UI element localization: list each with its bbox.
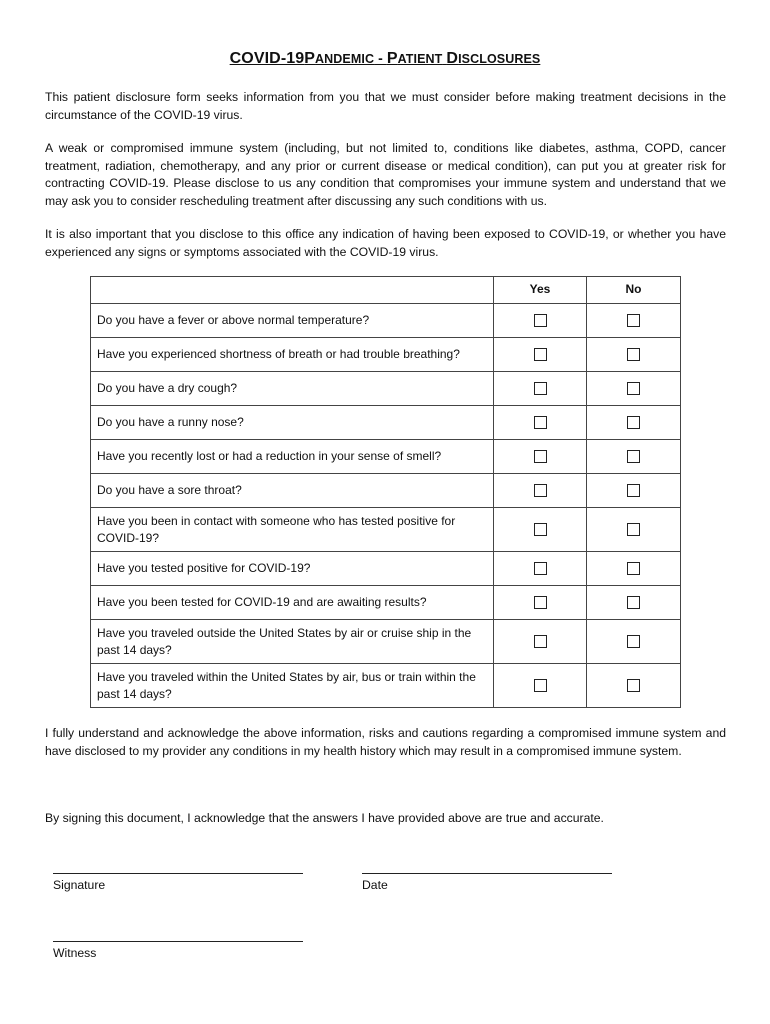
no-checkbox[interactable] xyxy=(627,523,640,536)
question-header xyxy=(91,277,494,304)
yes-checkbox[interactable] xyxy=(534,484,547,497)
signature-label: Signature xyxy=(53,878,106,892)
table-row xyxy=(91,552,681,586)
question-text: Have you been in contact with someone who has tested positive for COVID-19? xyxy=(91,508,494,552)
yes-checkbox[interactable] xyxy=(534,635,547,648)
title-covid: COVID-19 xyxy=(229,50,305,67)
witness-line[interactable] xyxy=(53,941,303,942)
acknowledgement-paragraph: I fully understand and acknowledge the above information, risks and cautions regarding a compromised immune system and have disclosed to my provider any conditions in my health history which may result in a compromised immune system. xyxy=(45,726,726,758)
table-header-row xyxy=(91,277,681,304)
question-text: Have you been tested for COVID-19 and are awaiting results? xyxy=(91,586,494,620)
question-text: Have you traveled outside the United States by air or cruise ship in the past 14 days? xyxy=(91,620,494,664)
no-checkbox[interactable] xyxy=(627,562,640,575)
title-d: D xyxy=(446,50,459,67)
table-row xyxy=(91,664,681,708)
no-checkbox[interactable] xyxy=(627,484,640,497)
no-checkbox[interactable] xyxy=(627,348,640,361)
yes-checkbox[interactable] xyxy=(534,562,547,575)
no-checkbox[interactable] xyxy=(627,596,640,609)
title-p: P xyxy=(304,50,316,67)
table-row xyxy=(91,338,681,372)
title-p2: P xyxy=(386,50,398,67)
yes-checkbox[interactable] xyxy=(534,314,547,327)
table-row xyxy=(91,406,681,440)
yes-checkbox[interactable] xyxy=(534,382,547,395)
intro-paragraph: This patient disclosure form seeks information from you that we must consider before making treatment decisions in the circumstance of the COVID-19 virus. xyxy=(45,90,726,122)
signature-line[interactable] xyxy=(53,873,303,874)
yes-checkbox[interactable] xyxy=(534,416,547,429)
no-checkbox[interactable] xyxy=(627,635,640,648)
question-text: Do you have a sore throat? xyxy=(91,474,494,508)
question-text: Do you have a dry cough? xyxy=(91,372,494,406)
table-row xyxy=(91,372,681,406)
question-text: Have you recently lost or had a reduction in your sense of smell? xyxy=(91,440,494,474)
page-title xyxy=(0,50,770,69)
date-label: Date xyxy=(362,878,388,892)
table-row xyxy=(91,440,681,474)
question-text: Have you traveled within the United States by air, bus or train within the past 14 days? xyxy=(91,664,494,708)
exposure-paragraph: It is also important that you disclose to this office any indication of having been exposed to COVID-19, or whether you have experienced any signs or symptoms associated with the COVID-19 virus. xyxy=(45,227,726,259)
date-line[interactable] xyxy=(362,873,612,874)
table-row xyxy=(91,304,681,338)
yes-checkbox[interactable] xyxy=(534,596,547,609)
yes-checkbox[interactable] xyxy=(534,450,547,463)
title-andemic: ANDEMIC xyxy=(315,52,375,66)
title-atient: ATIENT xyxy=(397,52,443,66)
no-header: No xyxy=(587,277,681,304)
no-checkbox[interactable] xyxy=(627,679,640,692)
yes-checkbox[interactable] xyxy=(534,523,547,536)
question-text: Have you experienced shortness of breath or had trouble breathing? xyxy=(91,338,494,372)
symptom-table xyxy=(90,276,681,708)
table-row xyxy=(91,586,681,620)
question-text: Do you have a runny nose? xyxy=(91,406,494,440)
question-text: Do you have a fever or above normal temperature? xyxy=(91,304,494,338)
title-dash: - xyxy=(374,50,387,66)
witness-label: Witness xyxy=(53,946,97,960)
yes-header: Yes xyxy=(494,277,587,304)
risk-paragraph: A weak or compromised immune system (including, but not limited to, conditions like diabetes, asthma, COPD, cancer treatment, radiation, chemotherapy, and any prior or current disease or medical condition), can put you at greater risk for contracting COVID-19. Please disclose to us any condition that compromises your immune system and understand that we may ask you to consider rescheduling treatment after discussing any such conditions with us. xyxy=(45,141,726,208)
attestation-paragraph: By signing this document, I acknowledge that the answers I have provided above are true and accurate. xyxy=(45,811,604,825)
yes-checkbox[interactable] xyxy=(534,348,547,361)
table-row xyxy=(91,620,681,664)
title-isclosures: ISCLOSURES xyxy=(458,52,541,66)
no-checkbox[interactable] xyxy=(627,314,640,327)
question-text: Have you tested positive for COVID-19? xyxy=(91,552,494,586)
no-checkbox[interactable] xyxy=(627,416,640,429)
table-row xyxy=(91,508,681,552)
no-checkbox[interactable] xyxy=(627,382,640,395)
table-row xyxy=(91,474,681,508)
no-checkbox[interactable] xyxy=(627,450,640,463)
yes-checkbox[interactable] xyxy=(534,679,547,692)
